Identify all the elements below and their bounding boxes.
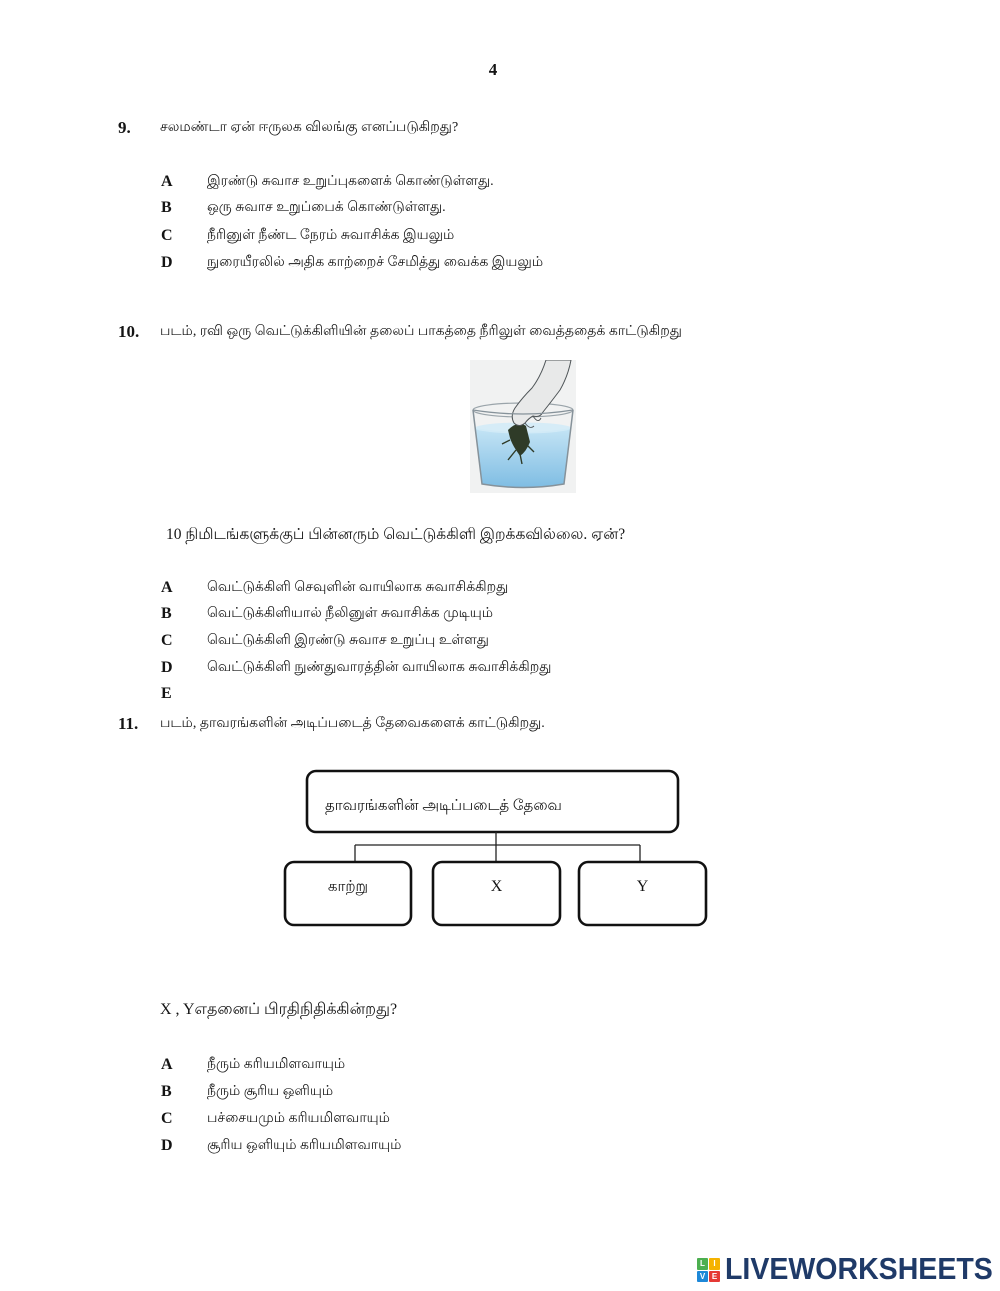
option-text: நீரும் சூரிய ஒளியும் <box>207 1084 334 1099</box>
page-number: 4 <box>488 60 498 79</box>
option-letter: D <box>161 1137 173 1154</box>
sub-question: X , Yஎதனைப் பிரதிநிதிக்கின்றது? <box>160 1001 398 1018</box>
option-letter: B <box>161 605 172 622</box>
option-text: வெட்டுக்கிளி செவுளின் வாயிலாக சுவாசிக்கிறது <box>207 580 509 595</box>
logo-block: I <box>709 1258 720 1270</box>
option-letter: A <box>161 579 173 596</box>
diagram-child-label: Y <box>636 878 649 895</box>
logo-block: E <box>709 1271 720 1283</box>
option-c <box>161 226 454 246</box>
option-letter: B <box>161 1083 172 1100</box>
option-c <box>161 1109 390 1129</box>
option-b <box>161 604 493 624</box>
option-text: நீரும் கரியமிளவாயும் <box>207 1057 346 1072</box>
option-letter: A <box>161 173 173 190</box>
option-e <box>161 684 207 704</box>
option-letter: B <box>161 199 172 216</box>
option-a <box>161 1055 345 1075</box>
option-text: வெட்டுக்கிளி இரண்டு சுவாச உறுப்பு உள்ளது <box>207 633 489 648</box>
logo-block: L <box>697 1258 708 1270</box>
option-text: பச்சையமும் கரியமிளவாயும் <box>207 1111 390 1126</box>
option-d <box>161 658 551 678</box>
logo-text: LIVEWORKSHEETS <box>725 1251 993 1286</box>
option-letter: C <box>161 1110 173 1127</box>
option-letter: E <box>161 685 172 702</box>
option-b <box>161 198 446 218</box>
question-number: 10. <box>118 322 140 341</box>
option-b <box>161 1082 333 1102</box>
diagram-root-label: தாவரங்களின் அடிப்படைத் தேவை <box>325 798 562 814</box>
option-text: நுரையீரலில் அதிக காற்றைச் சேமித்து வைக்க இயலும் <box>207 255 544 270</box>
option-letter: D <box>161 659 173 676</box>
logo-icon <box>697 1258 720 1282</box>
option-text: ஒரு சுவாச உறுப்பைக் கொண்டுள்ளது. <box>207 200 446 215</box>
question-number: 11. <box>118 714 139 733</box>
liveworksheets-logo <box>697 1251 993 1286</box>
option-c <box>161 631 489 651</box>
option-text: இரண்டு சுவாச உறுப்புகளைக் கொண்டுள்ளது. <box>207 174 494 189</box>
question-text: படம், தாவரங்களின் அடிப்படைத் தேவைகளைக் காட்டுகிறது. <box>160 716 545 731</box>
option-d <box>161 1136 401 1156</box>
option-text: நீரினுள் நீண்ட நேரம் சுவாசிக்க இயலும் <box>207 228 455 243</box>
option-d <box>161 253 543 273</box>
option-text: வெட்டுக்கிளி நுண்துவாரத்தின் வாயிலாக சுவாசிக்கிறது <box>207 660 552 675</box>
option-a <box>161 172 494 192</box>
logo-block: V <box>697 1271 708 1283</box>
question-text: சலமண்டா ஏன் ஈருலக விலங்கு எனப்படுகிறது? <box>160 120 459 135</box>
option-letter: C <box>161 227 173 244</box>
diagram-child-label: காற்று <box>327 879 369 895</box>
question-text: படம், ரவி ஒரு வெட்டுக்கிளியின் தலைப் பாகத்தை நீரிலுள் வைத்ததைக் காட்டுகிறது <box>160 324 682 339</box>
option-text: வெட்டுக்கிளியால் நீலினுள் சுவாசிக்க முடியும் <box>207 606 494 621</box>
option-letter: C <box>161 632 173 649</box>
diagram-child-label: X <box>490 878 503 895</box>
plant-needs-diagram <box>280 765 715 935</box>
option-letter: A <box>161 1056 173 1073</box>
option-text: சூரிய ஒளியும் கரியமிளவாயும் <box>207 1138 402 1153</box>
question-number: 9. <box>118 118 131 137</box>
grasshopper-beaker-figure <box>470 360 576 493</box>
option-a <box>161 578 508 598</box>
option-letter: D <box>161 254 173 271</box>
sub-question: 10 நிமிடங்களுக்குப் பின்னரும் வெட்டுக்கிளி இறக்கவில்லை. ஏன்? <box>166 526 626 543</box>
